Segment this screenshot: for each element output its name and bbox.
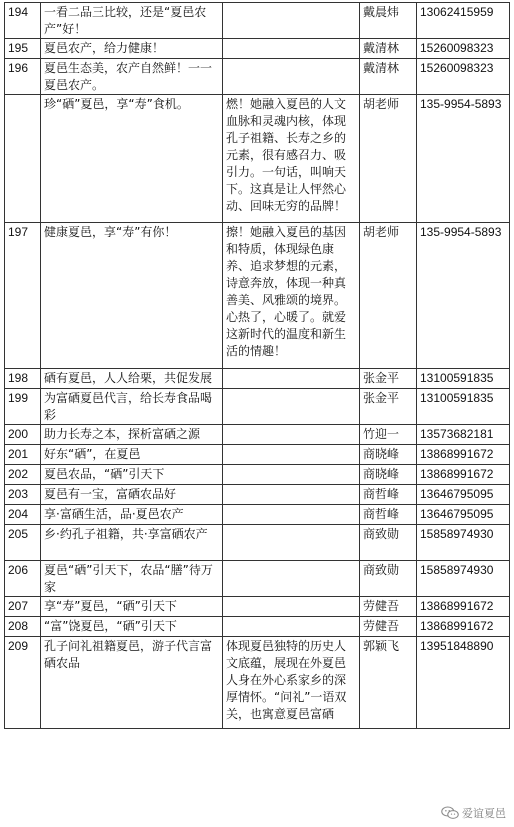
slogan-cell: 享“寿”夏邑，“硒”引天下	[41, 597, 223, 617]
row-number: 202	[5, 465, 41, 485]
row-number: 200	[5, 425, 41, 445]
table-row	[5, 465, 510, 485]
table-row	[5, 223, 510, 369]
phone-cell: 13646795095	[417, 485, 510, 505]
description-cell: 擦！她融入夏邑的基因和特质，体现绿色康养、追求梦想的元素，诗意奔放，体现一种真善美、风雅颂的境界。心热了，心暖了。就爱这新时代的温度和新生活的情趣！	[223, 223, 360, 369]
description-cell	[223, 389, 360, 425]
table-row	[5, 637, 510, 729]
table-row	[5, 95, 510, 223]
watermark-text: 爱谊夏邑	[462, 807, 506, 820]
phone-cell: 15858974930	[417, 561, 510, 597]
phone-cell: 13100591835	[417, 389, 510, 425]
author-cell: 戴清林	[360, 39, 417, 59]
description-cell	[223, 3, 360, 39]
row-number: 198	[5, 369, 41, 389]
description-cell	[223, 617, 360, 637]
table-row	[5, 505, 510, 525]
table-row	[5, 389, 510, 425]
description-cell	[223, 425, 360, 445]
description-cell	[223, 505, 360, 525]
slogan-cell: 夏邑生态美，农产自然鲜！一一夏邑农产。	[41, 59, 223, 95]
phone-cell: 13100591835	[417, 369, 510, 389]
row-number: 195	[5, 39, 41, 59]
row-number: 203	[5, 485, 41, 505]
phone-cell: 15858974930	[417, 525, 510, 561]
description-cell: 体现夏邑独特的历史人文底蕴，展现在外夏邑人身在外心系家乡的深厚情怀。“问礼”一语双关，也寓意夏邑富硒	[223, 637, 360, 729]
description-cell	[223, 369, 360, 389]
author-cell: 竹迎一	[360, 425, 417, 445]
slogan-cell: 夏邑有一宝，富硒农品好	[41, 485, 223, 505]
row-number: 209	[5, 637, 41, 729]
table-row	[5, 617, 510, 637]
author-cell: 商晓峰	[360, 465, 417, 485]
slogan-cell: 夏邑农产，给力健康！	[41, 39, 223, 59]
row-number: 199	[5, 389, 41, 425]
author-cell: 胡老师	[360, 223, 417, 369]
table-body	[5, 3, 510, 729]
phone-cell: 13868991672	[417, 597, 510, 617]
phone-cell: 13062415959	[417, 3, 510, 39]
table-row	[5, 59, 510, 95]
row-number: 197	[5, 223, 41, 369]
author-cell: 商晓峰	[360, 445, 417, 465]
slogan-cell: 为富硒夏邑代言，给长寿食品喝彩	[41, 389, 223, 425]
row-number: 208	[5, 617, 41, 637]
row-number: 196	[5, 59, 41, 95]
row-number: 206	[5, 561, 41, 597]
row-number: 201	[5, 445, 41, 465]
author-cell: 商致勋	[360, 525, 417, 561]
description-cell: 燃！她融入夏邑的人文血脉和灵魂内核，体现孔子祖籍、长寿之乡的元素，很有感召力、吸引力。一句话，叫响天下。这真是让人怦然心动、回味无穷的品牌！	[223, 95, 360, 223]
author-cell: 戴晨炜	[360, 3, 417, 39]
phone-cell: 15260098323	[417, 59, 510, 95]
author-cell: 胡老师	[360, 95, 417, 223]
slogan-cell: 硒有夏邑，人人给栗，共促发展	[41, 369, 223, 389]
slogan-cell: 健康夏邑，享“寿”有你！	[41, 223, 223, 369]
author-cell: 张金平	[360, 389, 417, 425]
slogan-cell: 乡·约孔子祖籍，共·享富硒农产	[41, 525, 223, 561]
slogan-cell: 享·富硒生活，品·夏邑农产	[41, 505, 223, 525]
author-cell: 戴清林	[360, 59, 417, 95]
slogan-cell: “富”饶夏邑，“硒”引天下	[41, 617, 223, 637]
row-number: 204	[5, 505, 41, 525]
phone-cell: 13868991672	[417, 465, 510, 485]
description-cell	[223, 525, 360, 561]
table-row	[5, 3, 510, 39]
table-row	[5, 485, 510, 505]
author-cell: 商哲峰	[360, 485, 417, 505]
phone-cell: 15260098323	[417, 39, 510, 59]
description-cell	[223, 59, 360, 95]
table-row	[5, 425, 510, 445]
description-cell	[223, 485, 360, 505]
slogan-cell: 孔子问礼祖籍夏邑，游子代言富硒农品	[41, 637, 223, 729]
description-cell	[223, 561, 360, 597]
phone-cell: 13951848890	[417, 637, 510, 729]
phone-cell: 13868991672	[417, 617, 510, 637]
watermark	[441, 805, 506, 821]
slogan-cell: 珍“硒”夏邑，享“寿”食机。	[41, 95, 223, 223]
table-row	[5, 525, 510, 561]
row-number: 205	[5, 525, 41, 561]
slogan-cell: 好东“硒”，在夏邑	[41, 445, 223, 465]
phone-cell: 13573682181	[417, 425, 510, 445]
phone-cell: 135-9954-5893	[417, 95, 510, 223]
description-cell	[223, 445, 360, 465]
row-number	[5, 95, 41, 223]
phone-cell: 13868991672	[417, 445, 510, 465]
table-row	[5, 561, 510, 597]
author-cell: 劳健吾	[360, 617, 417, 637]
slogan-cell: 夏邑农品，“硒”引天下	[41, 465, 223, 485]
row-number: 194	[5, 3, 41, 39]
slogan-table	[4, 2, 510, 729]
table-row	[5, 445, 510, 465]
author-cell: 郭颖飞	[360, 637, 417, 729]
description-cell	[223, 39, 360, 59]
author-cell: 商致勋	[360, 561, 417, 597]
table-row	[5, 369, 510, 389]
author-cell: 商哲峰	[360, 505, 417, 525]
slogan-cell: 助力长寿之本，探析富硒之源	[41, 425, 223, 445]
author-cell: 张金平	[360, 369, 417, 389]
slogan-cell: 夏邑“硒”引天下，农品“膳”待万家	[41, 561, 223, 597]
wechat-icon	[441, 806, 459, 820]
description-cell	[223, 465, 360, 485]
author-cell: 劳健吾	[360, 597, 417, 617]
phone-cell: 135-9954-5893	[417, 223, 510, 369]
phone-cell: 13646795095	[417, 505, 510, 525]
slogan-cell: 一看二品三比较，还是“夏邑农产”好！	[41, 3, 223, 39]
table-row	[5, 39, 510, 59]
description-cell	[223, 597, 360, 617]
row-number: 207	[5, 597, 41, 617]
table-row	[5, 597, 510, 617]
